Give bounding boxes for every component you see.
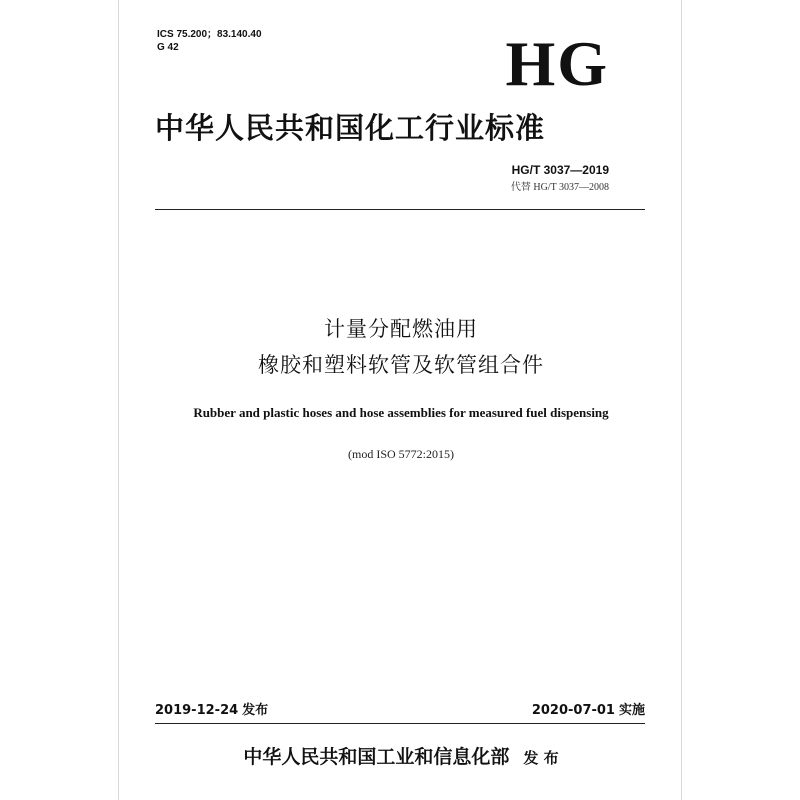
publisher-line (119, 743, 683, 772)
ics-code: ICS 75.200；83.140.40 (157, 29, 262, 40)
issue-date-block (155, 702, 268, 720)
adoption-note: (mod ISO 5772:2015) (348, 447, 454, 461)
standard-cover (118, 0, 682, 800)
title-zh-line-1: 计量分配燃油用 (324, 317, 478, 341)
issue-date: 2019-12-24 (155, 703, 239, 718)
title-en: Rubber and plastic hoses and hose assemblies for measured fuel dispensing (193, 405, 609, 420)
implement-date-block (532, 702, 645, 720)
publisher-suffix: 发 布 (523, 749, 559, 767)
classification-codes (157, 28, 262, 54)
standard-type-title: 中华人民共和国化工行业标准 (155, 111, 546, 145)
ccs-code: G 42 (157, 42, 179, 53)
top-divider (155, 209, 645, 210)
bottom-divider (155, 723, 645, 724)
title-zh-line-2: 橡胶和塑料软管及软管组合件 (258, 353, 544, 377)
hg-logo: HG (505, 28, 609, 99)
replaces-standard: 代替 HG/T 3037—2008 (510, 182, 609, 193)
issue-label: 发布 (242, 703, 269, 718)
standard-number: HG/T 3037—2019 (511, 163, 609, 177)
publisher-name: 中华人民共和国工业和信息化部 (243, 746, 510, 768)
implement-date: 2020-07-01 (531, 703, 615, 718)
implement-label: 实施 (618, 703, 645, 718)
